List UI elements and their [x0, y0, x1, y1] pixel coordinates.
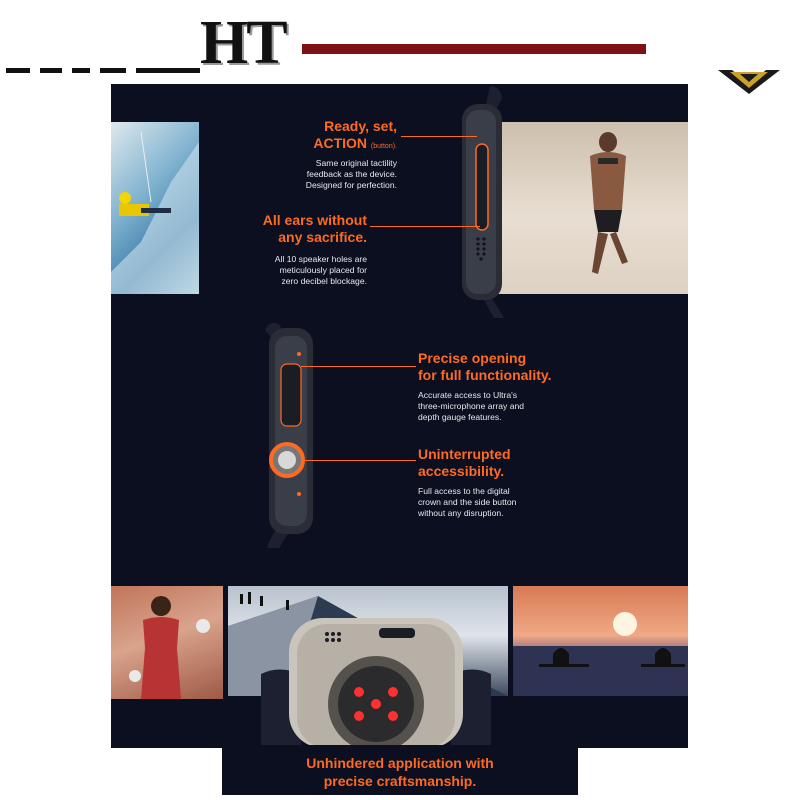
feature-opening-leader	[301, 366, 416, 367]
feature-action-title: Ready, set, ACTION (button).	[313, 118, 397, 151]
brand-dashes	[6, 64, 202, 74]
paddleboard-sunset-photo	[513, 586, 688, 696]
feature-accessibility-leader	[303, 460, 416, 461]
feature-opening-description: Accurate access to Ultra's three-microphone array and depth gauge features.	[418, 390, 525, 422]
boxing-woman-photo	[111, 586, 223, 699]
brand-rule	[302, 44, 646, 54]
feature-speaker-description: All 10 speaker holes are meticulously placed for zero decibel blockage.	[274, 254, 367, 286]
watch-case-top-illustration	[456, 84, 516, 320]
watch-case-side-illustration	[259, 316, 319, 552]
feature-opening-title: Precise opening for full functionality.	[418, 350, 552, 383]
feature-accessibility-description: Full access to the digital crown and the side button without any disruption.	[418, 486, 517, 518]
feature-accessibility-title: Uninterrupted accessibility.	[418, 446, 511, 479]
bottom-caption: Unhindered application with precise craftsmanship.	[306, 755, 494, 789]
feature-speaker-title: All ears without any sacrifice.	[262, 212, 367, 245]
product-infographic-panel	[111, 84, 688, 748]
watch-back-sensor-illustration	[261, 614, 491, 748]
ice-climber-photo	[111, 122, 199, 294]
brand-logo-text: HT	[200, 9, 286, 77]
crest-logo-icon	[716, 66, 782, 96]
bottom-caption-panel	[222, 745, 578, 795]
feature-action-description: Same original tactility feedback as the device. Designed for perfection.	[305, 158, 397, 190]
runner-photo	[498, 122, 688, 294]
feature-speaker-leader	[370, 226, 480, 227]
feature-action-leader	[401, 136, 477, 137]
